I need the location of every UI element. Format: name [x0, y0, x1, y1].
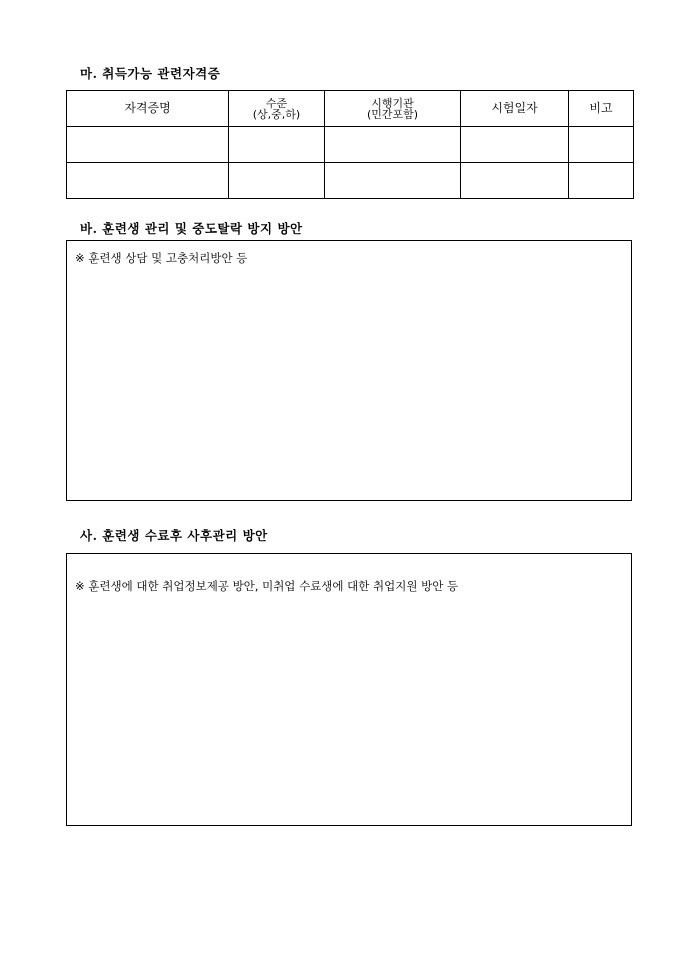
header-exam-date — [461, 91, 569, 127]
trainee-management-textbox[interactable] — [66, 240, 632, 501]
table-cell[interactable] — [461, 127, 569, 163]
table-cell[interactable] — [461, 163, 569, 199]
table-row — [67, 163, 634, 199]
certification-table — [66, 90, 634, 199]
table-header-row — [67, 91, 634, 127]
table-cell[interactable] — [569, 163, 634, 199]
post-completion-textbox[interactable] — [66, 553, 632, 826]
guidance-note: ※ 훈련생 상담 및 고충처리방안 등 — [75, 251, 248, 265]
header-label: 비고 — [589, 101, 613, 115]
header-label: 수준 — [265, 96, 288, 110]
table-cell[interactable] — [325, 127, 461, 163]
header-label: 시행기관 — [371, 96, 414, 110]
header-sublabel: (민간포함) — [366, 107, 419, 121]
guidance-note: ※ 훈련생에 대한 취업정보제공 방안, 미취업 수료생에 대한 취업지원 방안 등 — [75, 579, 459, 593]
section-title-trainee-management: 바. 훈련생 관리 및 중도탈락 방지 방안 — [80, 221, 303, 236]
header-cert-name — [67, 91, 229, 127]
table-cell[interactable] — [325, 163, 461, 199]
table-cell[interactable] — [229, 127, 325, 163]
table-cell[interactable] — [67, 127, 229, 163]
header-sublabel: (상,중,하) — [252, 107, 301, 121]
header-level — [229, 91, 325, 127]
header-label: 시험일자 — [491, 101, 538, 115]
section-title-post-completion: 사. 훈련생 수료후 사후관리 방안 — [80, 528, 268, 543]
table-cell[interactable] — [229, 163, 325, 199]
table-row — [67, 127, 634, 163]
header-remarks — [569, 91, 634, 127]
header-label: 자격증명 — [124, 101, 171, 115]
section-title-certifications: 마. 취득가능 관련자격증 — [80, 66, 221, 81]
table-cell[interactable] — [67, 163, 229, 199]
table-cell[interactable] — [569, 127, 634, 163]
header-agency — [325, 91, 461, 127]
